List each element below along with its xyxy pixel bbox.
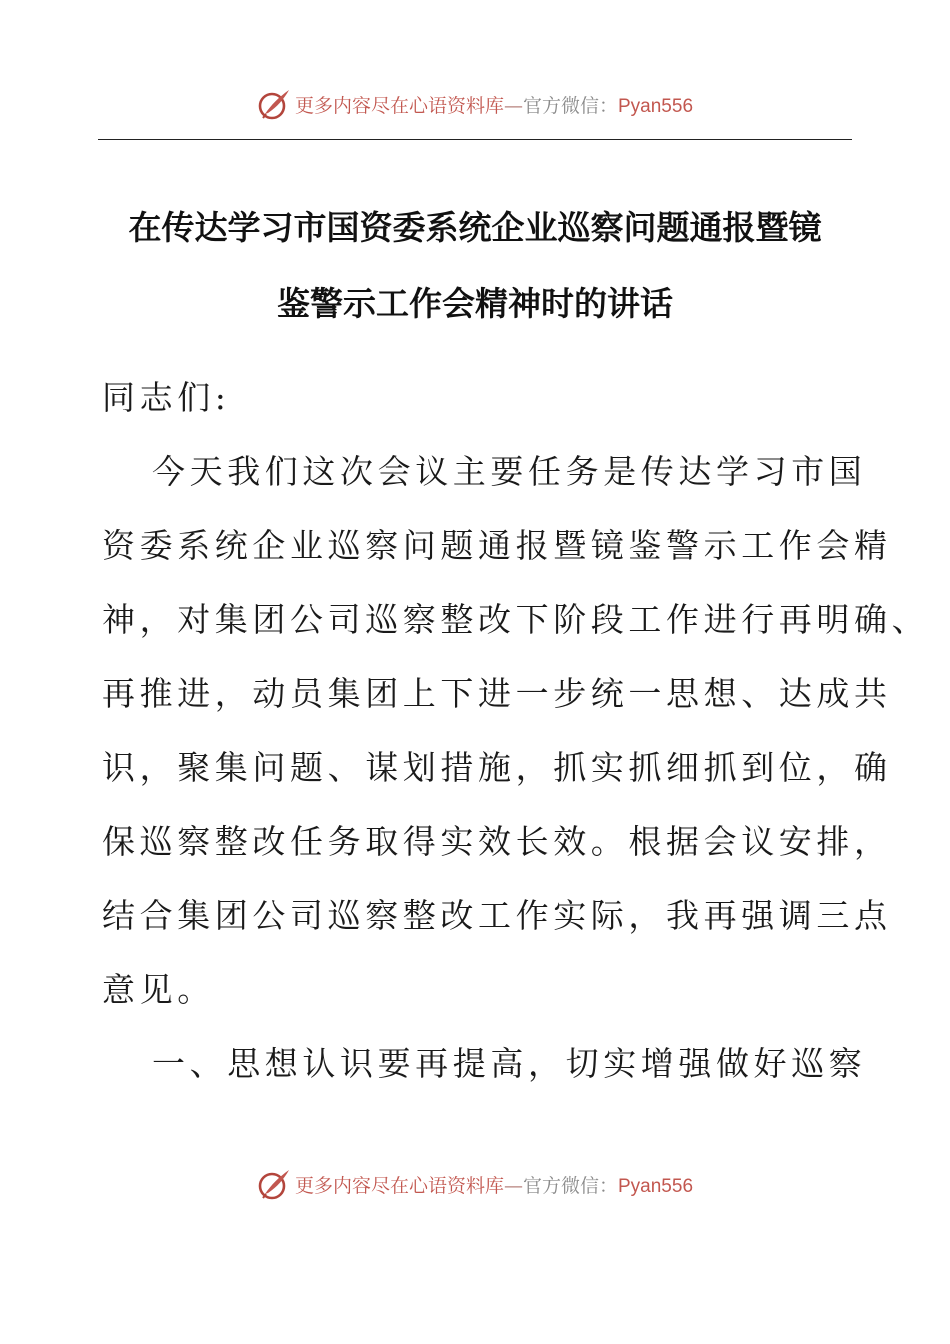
body-line-4: 再推进，动员集团上下进一步统一思想、达成共 bbox=[102, 674, 892, 713]
document-title-line-2: 鉴警示工作会精神时的讲话 bbox=[277, 284, 673, 323]
header-watermark bbox=[0, 82, 950, 126]
quill-pen-logo-icon bbox=[257, 1167, 291, 1201]
salutation: 同志们: bbox=[102, 378, 231, 417]
footer-watermark bbox=[0, 1162, 950, 1206]
body-line-8: 意见。 bbox=[102, 970, 215, 1009]
header-divider bbox=[98, 139, 852, 140]
body-line-1: 今天我们这次会议主要任务是传达学习市国 bbox=[152, 452, 867, 491]
body-line-7: 结合集团公司巡察整改工作实际，我再强调三点 bbox=[102, 896, 892, 935]
section-heading-1: 一、思想认识要再提高，切实增强做好巡察 bbox=[152, 1044, 867, 1083]
body-line-2: 资委系统企业巡察问题通报暨镜鉴警示工作会精 bbox=[102, 526, 892, 565]
footer-watermark-text: 更多内容尽在心语资料库—官方微信：Pyan556 bbox=[294, 1174, 694, 1197]
document-title-line-1: 在传达学习市国资委系统企业巡察问题通报暨镜 bbox=[128, 208, 822, 247]
quill-pen-logo-icon bbox=[257, 87, 291, 121]
body-line-6: 保巡察整改任务取得实效长效。根据会议安排， bbox=[102, 822, 892, 861]
header-watermark-text: 更多内容尽在心语资料库—官方微信：Pyan556 bbox=[294, 94, 694, 117]
body-line-5: 识，聚集问题、谋划措施，抓实抓细抓到位，确 bbox=[102, 748, 892, 787]
body-line-3: 神，对集团公司巡察整改下阶段工作进行再明确、 bbox=[102, 600, 930, 639]
